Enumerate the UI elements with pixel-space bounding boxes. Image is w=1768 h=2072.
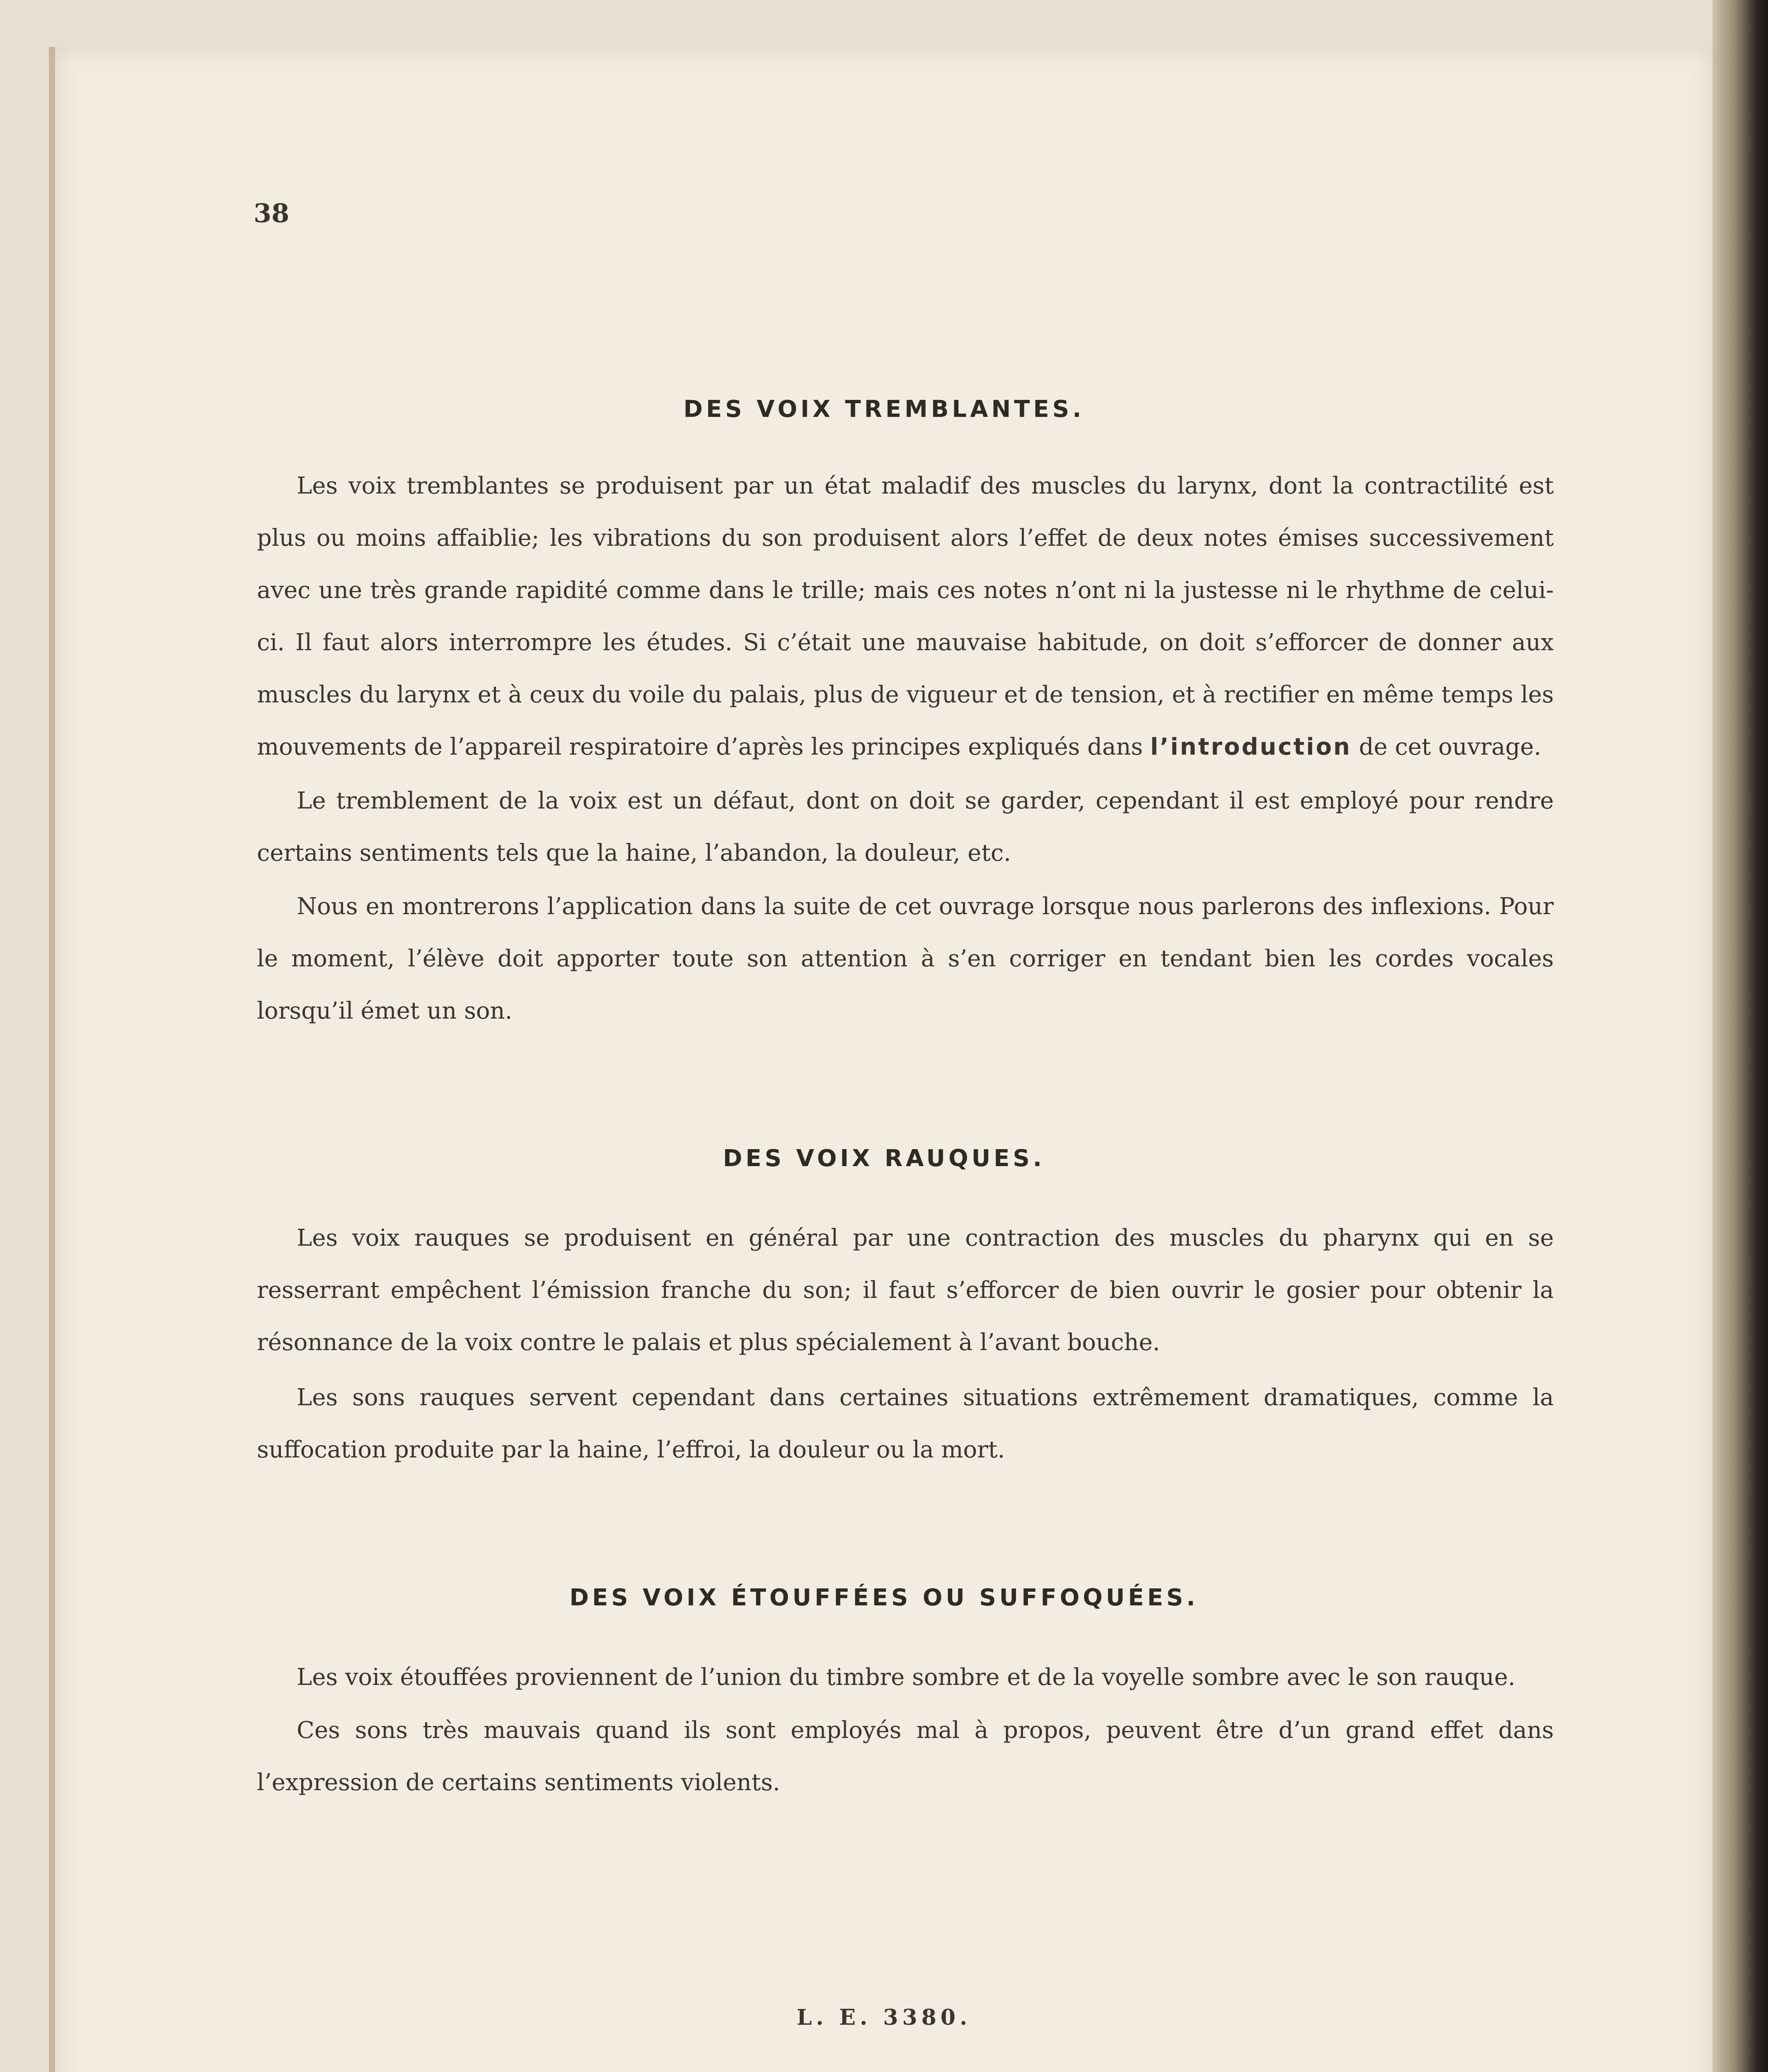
paragraph-tremblantes-1 — [257, 460, 1554, 773]
paragraph-rauques-1: Les voix rauques se produisent en général par une contraction des muscles du pharynx qui en se resserrant empêchent l’émission franche du son; il faut s’efforcer de bien ouvrir le gosier pour obtenir la résonnance de la voix contre le palais et plus spécialement à l’avant bouche. — [257, 1225, 1554, 1356]
book-spine-edge — [1712, 0, 1768, 2072]
section-heading-tremblantes: DES VOIX TREMBLANTES. — [683, 396, 1085, 423]
emphasis-introduction: l’introduction — [1150, 733, 1352, 760]
section-heading-rauques: DES VOIX RAUQUES. — [723, 1145, 1045, 1172]
paragraph-tremblantes-2: Le tremblement de la voix est un défaut, dont on doit se garder, cependant il est employé pour rendre certains sentiments tels que la haine, l’abandon, la douleur, etc. — [257, 787, 1554, 867]
paragraph-rauques-2: Les sons rauques servent cependant dans certaines situations extrêmement dramatiques, comme la suffocation produite par la haine, l’effroi, la douleur ou la mort. — [257, 1384, 1554, 1463]
page-number: 38 — [254, 198, 290, 228]
section-heading-etouffees: DES VOIX ÉTOUFFÉES OU SUFFOQUÉES. — [569, 1584, 1199, 1611]
paragraph-text: Les voix tremblantes se produisent par un état maladif des muscles du larynx, dont la contractilité est plus ou moins affaiblie; les vibrations du son produisent alors l’effet de deux notes émises successivement avec une très grande rapidité comme dans le trille; mais ces notes n’ont ni la justesse ni le rhythme de celui-ci. Il faut alors interrompre les études. Si c’était une mauvaise habitude, on doit s’efforcer de donner aux muscles du larynx et à ceux du voile du palais, plus de vigueur et de tension, et à rectifier en même temps les mouvements de l’appareil respiratoire d’après les principes expliqués dans — [257, 472, 1554, 760]
paragraph-text: de cet ouvrage. — [1351, 733, 1541, 760]
paragraph-tremblantes-3: Nous en montrerons l’application dans la suite de cet ouvrage lorsque nous parlerons des inflexions. Pour le moment, l’élève doit apporter toute son attention à s’en corriger en tendant bien les cordes vocales lorsqu’il émet un son. — [257, 893, 1554, 1024]
plate-number-footer: L. E. 3380. — [796, 2005, 972, 2030]
paragraph-etouffees-1: Les voix étouffées proviennent de l’union du timbre sombre et de la voyelle sombre avec le son rauque. — [297, 1664, 1516, 1691]
paragraph-etouffees-2: Ces sons très mauvais quand ils sont employés mal à propos, peuvent être d’un grand effet dans l’expression de certains sentiments violents. — [257, 1717, 1554, 1796]
